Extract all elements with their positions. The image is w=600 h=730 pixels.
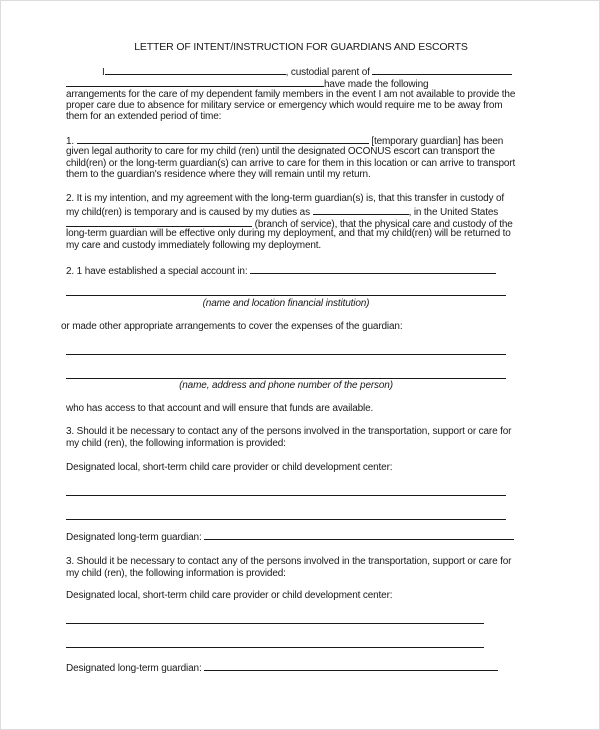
- section2-line2-suffix: , in the United States: [408, 207, 499, 218]
- duties-field[interactable]: [313, 205, 409, 215]
- section1-line-3: child(ren) or the long-term guardian(s) can arrive to care for them in this location or can arrive to transport: [66, 158, 516, 169]
- person-caption: (name, address and phone number of the person): [179, 380, 393, 391]
- section3a-short-term-field-2[interactable]: [66, 519, 506, 520]
- account-field[interactable]: [250, 264, 496, 274]
- intro-prefix: I: [102, 67, 105, 78]
- document-title: LETTER OF INTENT/INSTRUCTION FOR GUARDIANS AND ESCORTS: [134, 41, 468, 53]
- children-names-field-2[interactable]: [66, 77, 324, 87]
- section3b-long-term-label: Designated long-term guardian:: [66, 663, 202, 674]
- person-field-1[interactable]: [66, 354, 506, 355]
- intro-line-3: arrangements for the care of my dependent family members in the event I am not available to provide the: [66, 89, 516, 100]
- section3b-short-term-field-2[interactable]: [66, 647, 484, 648]
- other-arrangements-text: or made other appropriate arrangements to cover the expenses of the guardian:: [61, 321, 403, 332]
- institution-field[interactable]: [66, 295, 506, 296]
- section2-line3-suffix: (branch of service), that the physical care and custody of the: [254, 219, 513, 230]
- children-names-field[interactable]: [372, 65, 512, 75]
- section3a-short-term-label: Designated local, short-term child care provider or child development center:: [66, 462, 393, 473]
- section1-number: 1.: [66, 136, 75, 147]
- account-line: [66, 264, 496, 278]
- section3a-line-2: my child (ren), the following information is provided:: [66, 438, 286, 449]
- section2-line-1: 2. It is my intention, and my agreement with the long-term guardian(s) is, that this transfer in custody of: [66, 193, 505, 204]
- intro-line-5: them for an extended period of time:: [66, 111, 222, 122]
- intro-line-4: proper care due to absence for military service or emergency which would require me to be away from: [66, 100, 503, 111]
- section3b-short-term-field-1[interactable]: [66, 623, 484, 624]
- section3a-long-term-field[interactable]: [204, 530, 514, 540]
- section2-line2-prefix: my child(ren) is temporary and is caused by my duties as: [66, 207, 310, 218]
- section3b-line-1: 3. Should it be necessary to contact any of the persons involved in the transportation, support or care for: [66, 556, 512, 567]
- section2-line-4: long-term guardian will be effective only during my deployment, and that my child(ren) will be returned to: [66, 228, 511, 239]
- section3a-long-term-label: Designated long-term guardian:: [66, 532, 202, 543]
- section2-line-5: my care and custody immediately following my deployment.: [66, 240, 322, 251]
- intro-mid: , custodial parent of: [285, 67, 370, 78]
- account-label: 2. 1 have established a special account in:: [66, 266, 248, 277]
- branch-of-service-field[interactable]: [66, 217, 252, 227]
- section1-line-4: them to the guardian's residence where they will remain until my return.: [66, 169, 371, 180]
- section3a-long-term-line: [66, 530, 514, 544]
- section3a-line-1: 3. Should it be necessary to contact any of the persons involved in the transportation, support or care for: [66, 426, 512, 437]
- temporary-guardian-field[interactable]: [77, 134, 369, 144]
- section1-suffix: [temporary guardian] has been: [371, 136, 504, 147]
- person-field-2[interactable]: [66, 378, 506, 379]
- section3b-long-term-field[interactable]: [204, 661, 498, 671]
- section3a-short-term-field-1[interactable]: [66, 495, 506, 496]
- section3b-long-term-line: [66, 661, 498, 675]
- institution-caption: (name and location financial institution): [202, 298, 370, 309]
- access-note: who has access to that account and will ensure that funds are available.: [66, 403, 374, 414]
- intro-line2-suffix: have made the following: [324, 79, 429, 90]
- section1-line-2: given legal authority to care for my child (ren) until the designated OCONUS escort can transport the: [66, 146, 495, 157]
- section3b-line-2: my child (ren), the following information is provided:: [66, 568, 286, 579]
- section3b-short-term-label: Designated local, short-term child care provider or child development center:: [66, 590, 393, 601]
- parent-name-field[interactable]: [105, 65, 286, 75]
